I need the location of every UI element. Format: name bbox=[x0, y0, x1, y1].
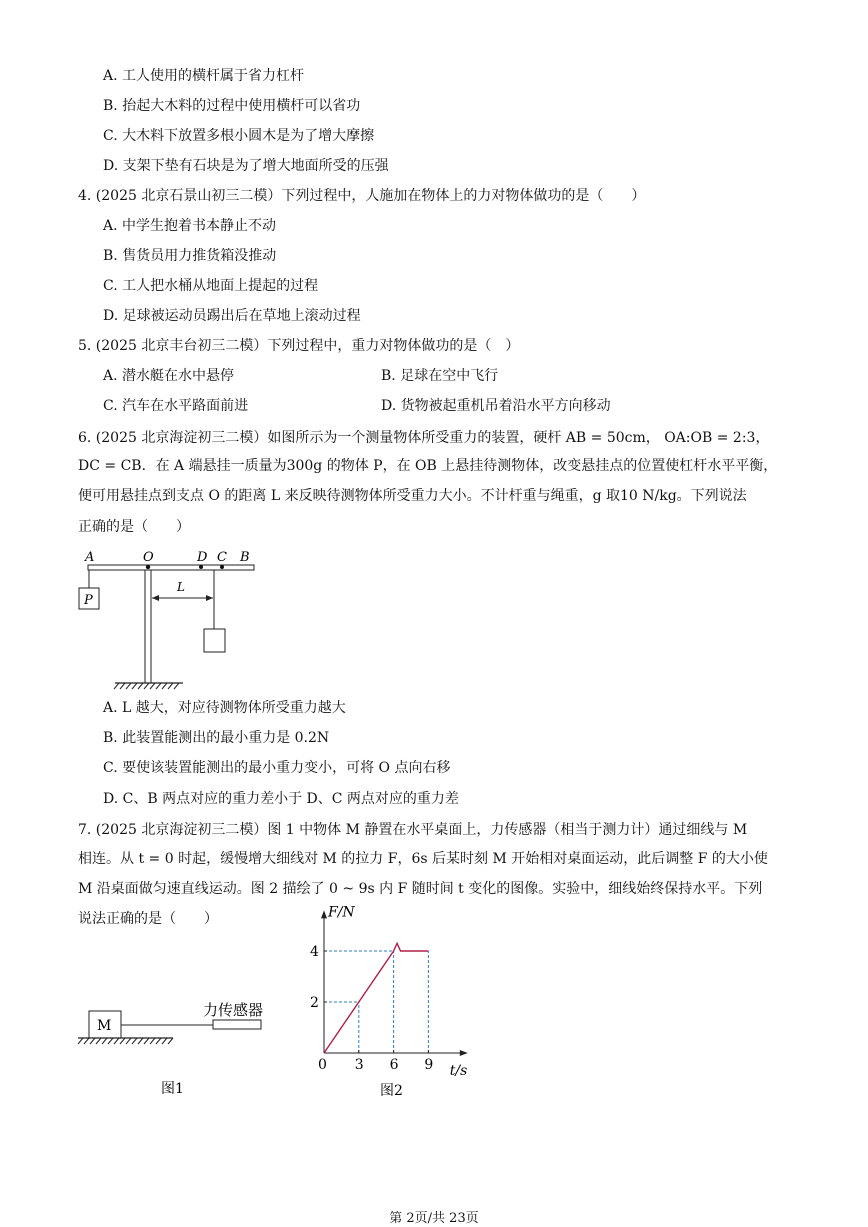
q6-option-c: C. 要使该装置能测出的最小重力变小，可将 O 点向右移 bbox=[103, 760, 451, 776]
q7-stem-line3: M 沿桌面做匀速直线运动。图 2 描绘了 0 ~ 9s 内 F 随时间 t 变化的图像。实验中，细线始终保持水平。下列 bbox=[78, 881, 763, 897]
q4-option-a: A. 中学生抱着书本静止不动 bbox=[103, 218, 277, 234]
q5-option-d: D. 货物被起重机吊着沿水平方向移动 bbox=[381, 398, 611, 414]
q6-stem-line3: 便可用悬挂点到支点 O 的距离 L 来反映待测物体所受重力大小。不计杆重与绳重，g 取10 N/kg。下列说法 bbox=[78, 488, 747, 504]
q5-option-c: C. 汽车在水平路面前进 bbox=[103, 398, 249, 414]
figure-2-caption: 图2 bbox=[380, 1083, 403, 1099]
x-axis-label: t/s bbox=[449, 1063, 468, 1079]
x-tick-label: 9 bbox=[424, 1057, 434, 1073]
label-d: D bbox=[197, 550, 208, 565]
y-axis-label: F/N bbox=[328, 904, 355, 921]
point-c-dot bbox=[220, 565, 224, 569]
lever-bar bbox=[88, 565, 254, 570]
y-tick-label: 2 bbox=[310, 995, 319, 1011]
label-c: C bbox=[217, 550, 227, 565]
origin-label: 0 bbox=[318, 1057, 327, 1073]
q3-option-d: D. 支架下垫有石块是为了增大地面所受的压强 bbox=[103, 158, 389, 174]
q4-stem: 4. (2025 北京石景山初三二模）下列过程中，人施加在物体上的力对物体做功的是（ ） bbox=[78, 188, 646, 204]
q7-stem-line1: 7. (2025 北京海淀初三二模）图 1 中物体 M 静置在水平桌面上，力传感器（相当于测力计）通过细线与 M bbox=[78, 822, 748, 838]
x-tick-label: 3 bbox=[354, 1057, 364, 1073]
y-axis-arrow bbox=[321, 910, 327, 918]
q7-stem-line4: 说法正确的是（ ） bbox=[78, 911, 218, 927]
q6-option-b: B. 此装置能测出的最小重力是 0.2N bbox=[103, 730, 330, 746]
q4-option-d: D. 足球被运动员踢出后在草地上滚动过程 bbox=[103, 308, 361, 324]
q6-option-a: A. L 越大，对应待测物体所受重力越大 bbox=[103, 700, 346, 716]
q6-stem-line1: 6. (2025 北京海淀初三二模）如图所示为一个测量物体所受重力的装置，硬杆 AB = 50cm， OA:OB = 2:3， bbox=[78, 430, 770, 446]
x-axis-arrow bbox=[460, 1050, 468, 1056]
figure-1-caption: 图1 bbox=[161, 1081, 184, 1097]
q7-stem-line2: 相连。从 t = 0 时起，缓慢增大细线对 M 的拉力 F，6s 后某时刻 M 开始相对桌面运动，此后调整 F 的大小使 bbox=[78, 851, 768, 867]
q3-option-c: C. 大木料下放置多根小圆木是为了增大摩擦 bbox=[103, 128, 375, 144]
lever-figure bbox=[75, 545, 265, 695]
figure-2-chart bbox=[298, 904, 498, 1100]
test-object-box bbox=[204, 629, 225, 652]
figure-1 bbox=[75, 995, 275, 1095]
label-l: L bbox=[177, 580, 185, 594]
q6-stem-line4: 正确的是（ ） bbox=[78, 519, 190, 535]
q3-option-a: A. 工人使用的横杆属于省力杠杆 bbox=[103, 68, 305, 84]
series-line bbox=[324, 943, 428, 1053]
label-p: P bbox=[84, 593, 93, 608]
force-sensor-label: 力传感器 bbox=[203, 1001, 264, 1019]
q5-option-a: A. 潜水艇在水中悬停 bbox=[103, 368, 235, 384]
label-o: O bbox=[143, 550, 154, 565]
y-tick-label: 4 bbox=[310, 944, 319, 960]
pivot-o-dot bbox=[146, 565, 150, 569]
q6-option-d: D. C、B 两点对应的重力差小于 D、C 两点对应的重力差 bbox=[103, 791, 459, 807]
x-tick-label: 6 bbox=[389, 1057, 399, 1073]
q4-option-b: B. 售货员用力推货箱没推动 bbox=[103, 248, 277, 264]
q5-option-b: B. 足球在空中飞行 bbox=[381, 368, 499, 384]
label-b: B bbox=[240, 550, 250, 565]
page-footer: 第 2页/共 23页 bbox=[389, 1211, 479, 1226]
q6-stem-line2: DC = CB．在 A 端悬挂一质量为300g 的物体 P，在 OB 上悬挂待测物体，改变悬挂点的位置使杠杆水平平衡， bbox=[78, 458, 778, 474]
label-a: A bbox=[85, 550, 95, 565]
q5-stem: 5. (2025 北京丰台初三二模）下列过程中，重力对物体做功的是（ ） bbox=[78, 338, 520, 354]
q4-option-c: C. 工人把水桶从地面上提起的过程 bbox=[103, 278, 319, 294]
block-m-label: M bbox=[97, 1018, 112, 1034]
force-sensor bbox=[213, 1020, 261, 1029]
point-d-dot bbox=[199, 565, 203, 569]
q3-option-b: B. 抬起大木料的过程中使用横杆可以省功 bbox=[103, 98, 361, 114]
